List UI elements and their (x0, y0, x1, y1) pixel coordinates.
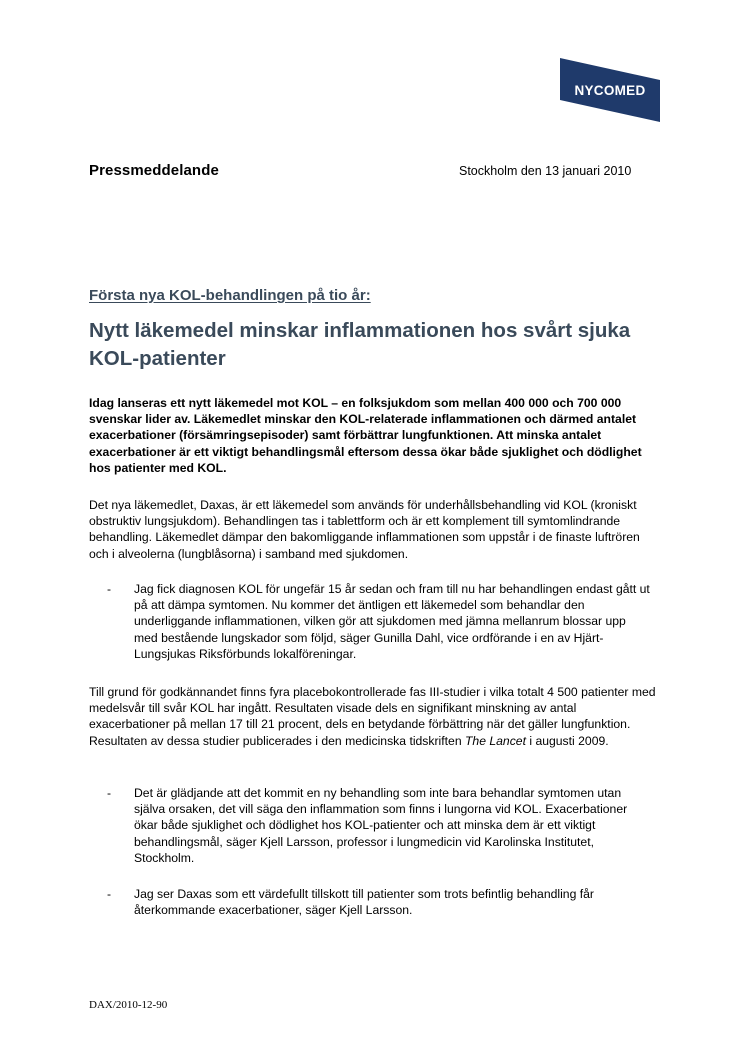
bullet-dash: - (107, 786, 112, 800)
kicker-heading: Första nya KOL-behandlingen på tio år: (89, 287, 371, 304)
nycomed-logo (560, 58, 660, 122)
quote-2-text: Det är glädjande att det kommit en ny behandling som inte bara behandlar symtomen utan själva orsaken, det vill säga den inflammation som finns i lungorna vid KOL. Exacerbationer ökar både sjuklighet och dödlighet hos KOL-patienter och att minska dem är ett viktigt behandlingsmål, säger Kjell Larsson, professor i lungmedicin vid Karolinska Institutet, Stockholm. (134, 786, 628, 865)
paragraph-2-tail: i augusti 2009. (525, 733, 609, 748)
quote-1 (107, 581, 652, 662)
press-release-title: Pressmeddelande (89, 162, 219, 179)
body-paragraph-2 (89, 684, 659, 749)
quote-3 (107, 886, 652, 918)
quote-2 (107, 785, 652, 866)
journal-name: The Lancet (464, 733, 526, 748)
logo-text: NYCOMED (574, 83, 646, 98)
quote-3-text: Jag ser Daxas som ett värdefullt tillskott till patienter som trots befintlig behandling får återkommande exacerbationer, säger Kjell Larsson. (134, 887, 594, 918)
body-paragraph-1: Det nya läkemedlet, Daxas, är ett läkemedel som används för underhållsbehandling vid KOL (kroniskt obstruktiv lungsjukdom). Behandlingen tas i tablettform och är ett komplement till symtomlindrande behandling. Läkemedlet dämpar den bakomliggande inflammationen som uppstår i de finaste luftrören och i alveolerna (lungblåsorna) i samband med sjukdomen. (89, 498, 640, 561)
footer-code: DAX/2010-12-90 (89, 999, 168, 1011)
dateline: Stockholm den 13 januari 2010 (459, 164, 632, 178)
bullet-dash: - (107, 887, 112, 901)
paragraph-2-text: Till grund för godkännandet finns fyra placebokontrollerade fas III-studier i vilka totalt 4 500 patienter med medelsvår till svår KOL har ingått. Resultaten visade dels en signifikant minskning av antal exacerbationer på mellan 17 till 21 procent, dels en betydande förbättring när det gäller lungfunktion. Resultaten av dessa studier publicerades i den medicinska tidskriften (89, 685, 656, 748)
quote-1-text: Jag fick diagnosen KOL för ungefär 15 år sedan och fram till nu har behandlingen endast gått ut på att dämpa symtomen. Nu kommer det äntligen ett läkemedel som behandlar den underliggande inflammationen, vilken gör att sjukdomen med jämna mellanrum blossar upp med bestående lungskador som följd, säger Gunilla Dahl, vice ordförande i en av Hjärt-Lungsjukas Riksförbunds lokalföreningar. (134, 582, 650, 661)
headline: Nytt läkemedel minskar inflammationen hos svårt sjuka KOL-patienter (89, 319, 631, 370)
lead-paragraph: Idag lanseras ett nytt läkemedel mot KOL – en folksjukdom som mellan 400 000 och 700 000 svenskar lider av. Läkemedlet minskar den KOL-relaterade inflammationen och därmed antalet exacerbationer (försämringsepisoder) samt förbättrar lungfunktionen. Att minska antalet exacerbationer är ett viktigt behandlingsmål eftersom dessa ökar både sjuklighet och dödlighet hos patienter med KOL. (89, 396, 642, 475)
bullet-dash: - (107, 582, 112, 596)
